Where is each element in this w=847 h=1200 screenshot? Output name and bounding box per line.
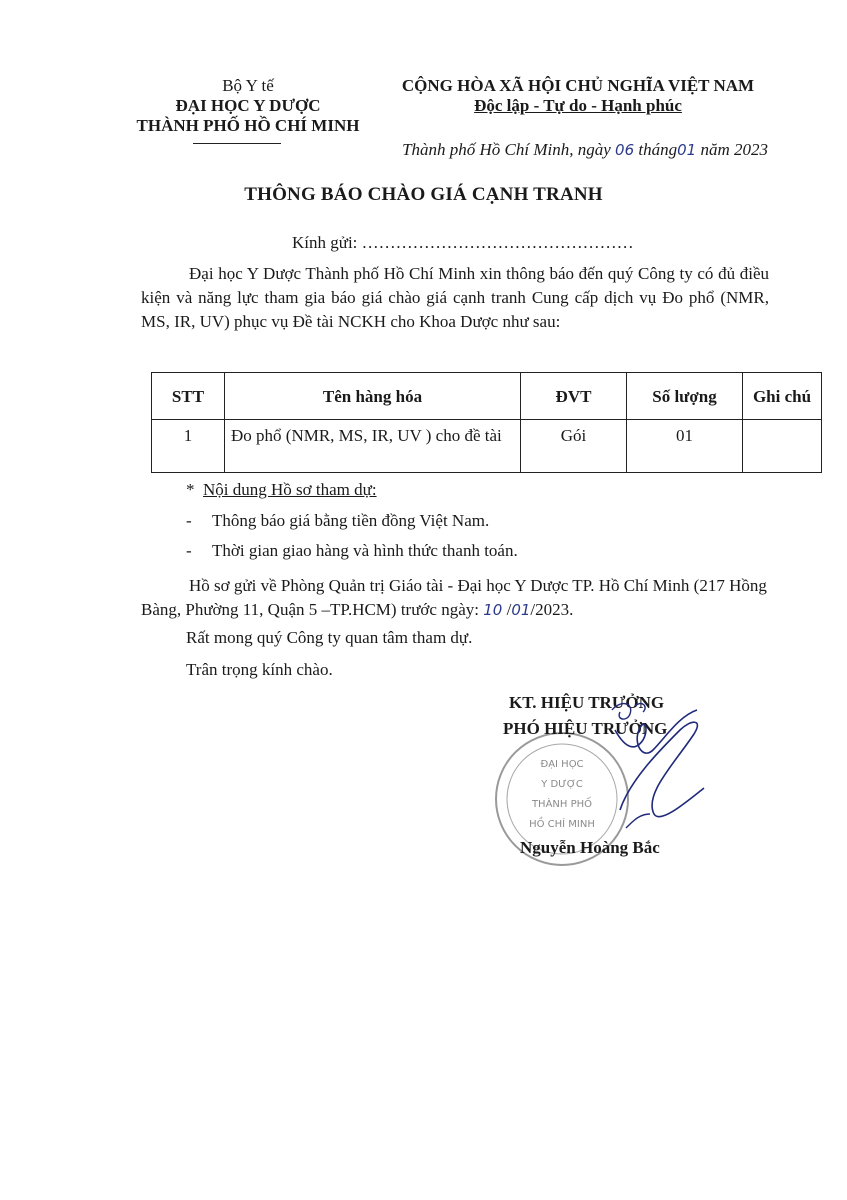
requirement-text: Thời gian giao hàng và hình thức thanh toán. <box>212 541 518 560</box>
col-header-qty: Số lượng <box>627 373 743 420</box>
seal-text-line: ĐẠI HỌC <box>540 759 584 770</box>
national-header <box>378 76 778 116</box>
cell-stt: 1 <box>152 420 225 473</box>
requirement-text: Thông báo giá bằng tiền đồng Việt Nam. <box>212 511 490 530</box>
col-header-name: Tên hàng hóa <box>225 373 521 420</box>
signer-name: Nguyễn Hoàng Bắc <box>520 838 660 857</box>
signatory-title-line1: KT. HIỆU TRƯỞNG <box>509 693 665 712</box>
seal-text-line: Y DƯỢC <box>541 779 583 790</box>
cell-unit: Gói <box>521 420 627 473</box>
table-row <box>152 420 822 473</box>
cell-qty: 01 <box>627 420 743 473</box>
ministry-name: Bộ Y tế <box>222 76 274 95</box>
col-header-unit: ĐVT <box>521 373 627 420</box>
cell-name: Đo phổ (NMR, MS, IR, UV ) cho đề tài <box>225 420 521 473</box>
requirements-star: * <box>186 480 195 499</box>
issuer-header <box>118 76 378 136</box>
seal-text-line: HỒ CHÍ MINH <box>529 819 595 830</box>
national-motto: Độc lập - Tự do - Hạnh phúc <box>474 96 682 115</box>
initials-mark <box>612 704 645 720</box>
date-year: năm 2023 <box>700 140 768 159</box>
requirement-item: - Thông báo giá bằng tiền đồng Việt Nam. <box>186 511 490 530</box>
university-name-line2: THÀNH PHỐ HỒ CHÍ MINH <box>136 116 360 135</box>
signature-stroke <box>626 814 650 828</box>
deadline-month: 01 <box>511 601 531 619</box>
handwritten-signature <box>590 690 740 840</box>
cell-note <box>743 420 822 473</box>
table-header-row <box>152 373 822 420</box>
intro-paragraph <box>141 262 769 334</box>
requirements-heading <box>186 480 377 500</box>
signature-stroke <box>620 722 704 816</box>
signatory-title-line2: PHÓ HIỆU TRƯỞNG <box>503 719 668 738</box>
seal-text-line: THÀNH PHỐ <box>531 799 593 810</box>
date-month-label: tháng <box>638 140 678 159</box>
submission-paragraph: Hồ sơ gửi về Phòng Quản trị Giáo tài - Đại học Y Dược TP. Hồ Chí Minh (217 Hồng Bàng, Phường 11, Quận 5 –TP.HCM) trước ngày: 10 /01/2023. <box>141 576 767 619</box>
closing-line: Rất mong quý Công ty quan tâm tham dự. <box>186 628 473 647</box>
closing-line: Trân trọng kính chào. <box>186 660 333 679</box>
requirements-heading-text: Nội dung Hồ sơ tham dự: <box>203 480 377 499</box>
col-header-note: Ghi chú <box>743 373 822 420</box>
date-month: 01 <box>677 141 697 159</box>
nation-name: CỘNG HÒA XÃ HỘI CHỦ NGHĨA VIỆT NAM <box>401 76 755 95</box>
date-prefix: Thành phố Hồ Chí Minh, ngày <box>402 140 611 159</box>
requirement-item: - Thời gian giao hàng và hình thức thanh toán. <box>186 541 518 560</box>
goods-table <box>151 372 822 473</box>
intro-text: Đại học Y Dược Thành phố Hồ Chí Minh xin thông báo đến quý Công ty có đủ điều kiện và năng lực tham gia báo giá chào giá cạnh tranh Cung cấp dịch vụ Đo phổ (NMR, MS, IR, UV) phục vụ Đề tài NCKH cho Khoa Dược như sau: <box>141 264 769 331</box>
deadline-day: 10 <box>483 601 503 619</box>
date-day: 06 <box>615 141 635 159</box>
recipient-line: Kính gửi: ………………………………………… <box>292 233 634 252</box>
document-title: THÔNG BÁO CHÀO GIÁ CẠNH TRANH <box>244 184 603 205</box>
issue-date <box>370 140 768 160</box>
col-header-stt: STT <box>152 373 225 420</box>
university-name-line1: ĐẠI HỌC Y DƯỢC <box>175 96 321 115</box>
deadline-year: /2023. <box>530 600 574 619</box>
submission-text: Hồ sơ gửi về Phòng Quản trị Giáo tài - Đại học Y Dược TP. Hồ Chí Minh (217 Hồng Bàng, Phường 11, Quận 5 –TP.HCM) trước ngày: <box>141 576 767 619</box>
header-divider <box>193 143 281 144</box>
